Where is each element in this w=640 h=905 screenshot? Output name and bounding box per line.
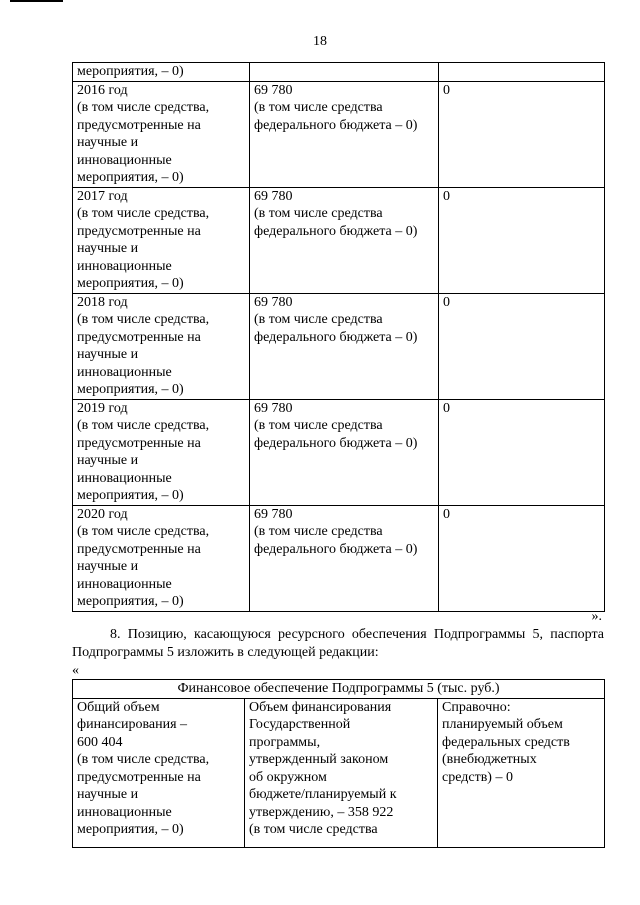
cell-line: (в том числе средства, (77, 524, 210, 539)
cell-line: об окружном (249, 769, 327, 785)
table-cell (73, 399, 250, 505)
cell-line: 69 780 (254, 188, 293, 204)
cell-line: Государственной (249, 717, 351, 732)
cell-line: бюджете/планируемый к (249, 787, 397, 802)
cell-line: научные и (77, 135, 139, 150)
cell-line: (в том числе средства (254, 312, 383, 327)
page-number: 18 (313, 34, 327, 49)
cell-line: инновационные (77, 576, 172, 592)
table-row (73, 293, 605, 399)
table-cell (250, 505, 439, 611)
table-row (73, 399, 605, 505)
cell-line: планируемый объем (442, 717, 563, 732)
cell-line: мероприятия, – 0) (77, 594, 184, 609)
cell-line: (в том числе средства (254, 418, 383, 433)
table-row (73, 187, 605, 293)
table-cell: 0 (439, 187, 605, 293)
amendment-paragraph: 8. Позицию, касающуюся ресурсного обеспечения Подпрограммы 5, паспорта Подпрограммы 5 изложить в следующей редакции: (72, 627, 604, 660)
table-row (73, 698, 605, 847)
table-cell (73, 505, 250, 611)
cell-line: (в том числе средства (254, 206, 383, 221)
cell-line: (в том числе средства, (77, 418, 210, 433)
cell-line: инновационные (77, 470, 172, 486)
cell-line: научные и (77, 559, 139, 574)
cell-line: Справочно: (442, 699, 511, 715)
table-cell: 0 (439, 399, 605, 505)
cell-line: программы, (249, 734, 321, 750)
subprogram-5-funding-table (72, 679, 605, 848)
cell-line: предусмотренные на (77, 769, 201, 785)
cell-line: Общий объем (77, 699, 160, 715)
table-cell (73, 293, 250, 399)
cell-line: предусмотренные на (77, 223, 201, 239)
cell-line: научные и (77, 453, 139, 468)
table-row (73, 505, 605, 611)
table-cell (250, 293, 439, 399)
cell-line: федерального бюджета – 0) (254, 329, 418, 345)
cell-line: 2019 год (77, 400, 128, 416)
cell-line: инновационные (77, 364, 172, 380)
reference-cell (438, 698, 605, 847)
cell-line: предусмотренные на (77, 435, 201, 451)
table-cell (250, 399, 439, 505)
total-funding-cell (73, 698, 245, 847)
cell-line: инновационные (77, 804, 172, 820)
corner-rule (10, 0, 63, 2)
cell-line: (в том числе средства, (77, 206, 210, 221)
cell-line: мероприятия, – 0) (77, 276, 184, 291)
cell-line: (в том числе средства (254, 524, 383, 539)
cell-line: мероприятия, – 0) (77, 488, 184, 503)
closing-quote: ». (591, 609, 602, 624)
cell-line: финансирования – (77, 717, 188, 732)
funding-by-year-table (72, 62, 605, 612)
cell-line: (в том числе средства, (77, 100, 210, 115)
table-row (73, 81, 605, 187)
cell-line: инновационные (77, 258, 172, 274)
table-cell: 0 (439, 293, 605, 399)
cell-line: (в том числе средства (249, 822, 378, 837)
cell-line: федерального бюджета – 0) (254, 117, 418, 133)
cell-line: (в том числе средства, (77, 312, 210, 327)
opening-quote: « (72, 663, 79, 678)
table-cell: 0 (439, 81, 605, 187)
cell-line: научные и (77, 787, 139, 802)
cell-line: Объем финансирования (249, 699, 392, 715)
cell-line: мероприятия, – 0) (77, 170, 184, 185)
cell-line: средств) – 0 (442, 769, 513, 785)
cell-line: федерального бюджета – 0) (254, 223, 418, 239)
cell-line: федеральных средств (442, 734, 570, 750)
cell-line: 2020 год (77, 506, 128, 522)
table-cell (250, 81, 439, 187)
table-cell (439, 63, 605, 82)
cell-line: федерального бюджета – 0) (254, 435, 418, 451)
cell-line: 69 780 (254, 294, 293, 310)
cell-line: предусмотренные на (77, 329, 201, 345)
cell-line: 2016 год (77, 82, 128, 98)
table-header: Финансовое обеспечение Подпрограммы 5 (тыс. руб.) (73, 680, 605, 699)
cell-line: 69 780 (254, 82, 293, 98)
table-cell (250, 63, 439, 82)
cell-line: 600 404 (77, 734, 123, 750)
cell-line: 2018 год (77, 294, 128, 310)
program-funding-cell (245, 698, 438, 847)
cell-line: 69 780 (254, 506, 293, 522)
table-cell: мероприятия, – 0) (73, 63, 250, 82)
cell-line: 2017 год (77, 188, 128, 204)
cell-line: предусмотренные на (77, 541, 201, 557)
cell-line: 69 780 (254, 400, 293, 416)
table-row-continuation (73, 63, 605, 82)
cell-line: инновационные (77, 152, 172, 168)
cell-line: мероприятия, – 0) (77, 382, 184, 397)
cell-line: научные и (77, 347, 139, 362)
table-cell (73, 81, 250, 187)
cell-line: мероприятия, – 0) (77, 822, 184, 837)
cell-line: (внебюджетных (442, 752, 537, 767)
cell-line: предусмотренные на (77, 117, 201, 133)
cell-line: (в том числе средства (254, 100, 383, 115)
cell-line: федерального бюджета – 0) (254, 541, 418, 557)
cell-line: утверждению, – 358 922 (249, 804, 394, 820)
table-cell: 0 (439, 505, 605, 611)
table-cell (73, 187, 250, 293)
cell-line: научные и (77, 241, 139, 256)
cell-line: (в том числе средства, (77, 752, 210, 767)
table-cell (250, 187, 439, 293)
cell-line: утвержденный законом (249, 752, 389, 767)
